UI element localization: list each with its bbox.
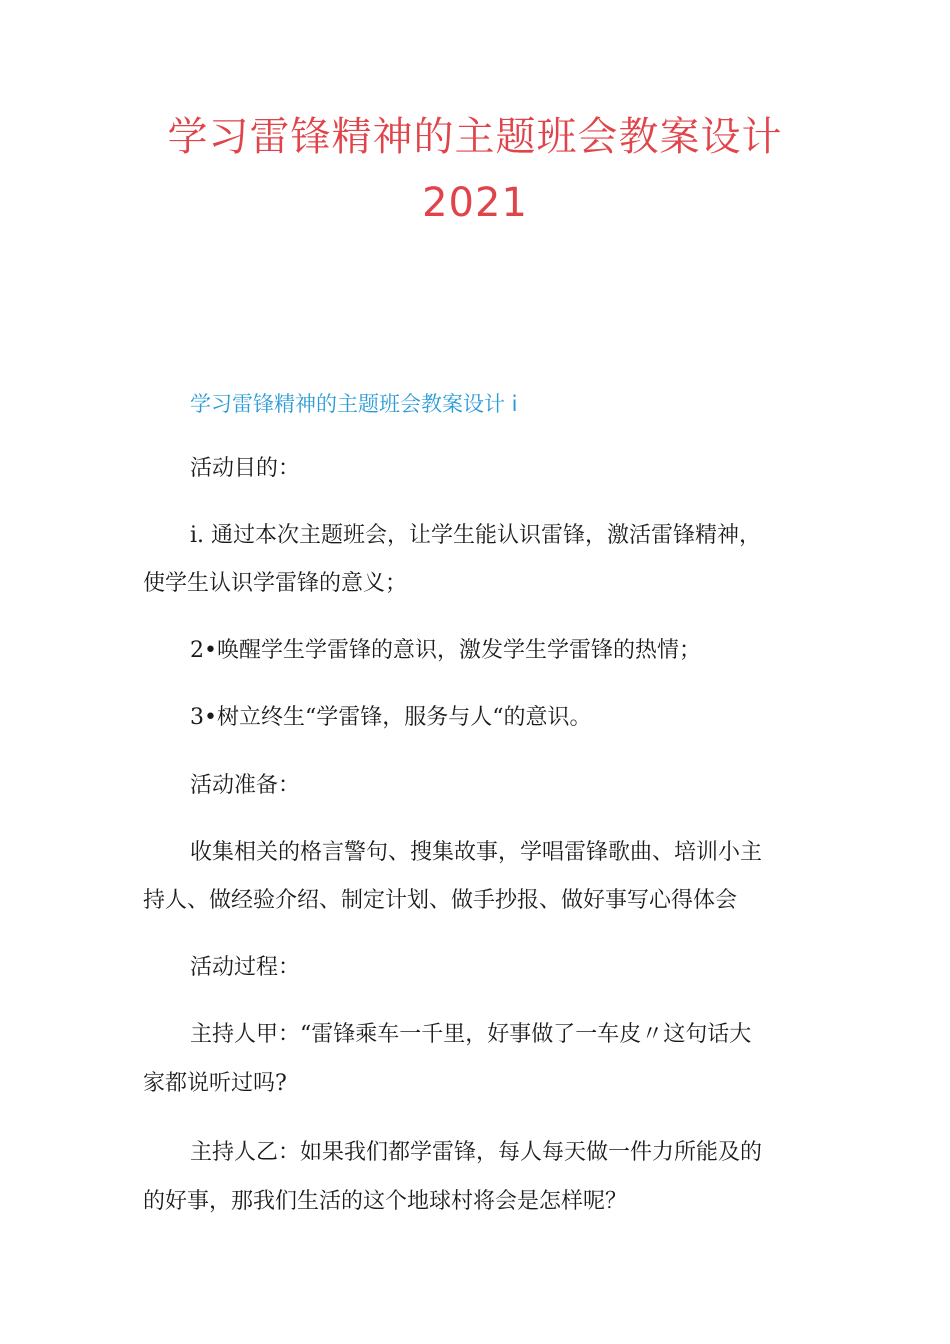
paragraph-heading-prep: 活动准备： [190,773,301,798]
document-title-line-2: 2021 [422,180,528,226]
paragraph-heading-goal: 活动目的： [190,456,301,481]
paragraph-line: 主持人乙：如果我们都学雷锋，每人每天做一件力所能及的 [190,1140,763,1165]
paragraph-line: 3•树立终生“学雷锋，服务与人“的意识。 [190,705,592,730]
paragraph-line: i. 通过本次主题班会，让学生能认识雷锋，激活雷锋精神， [190,523,762,548]
paragraph-line: 家都说听过吗? [143,1071,287,1096]
paragraph-line: 收集相关的格言警句、搜集故事，学唱雷锋歌曲、培训小主 [190,840,763,865]
paragraph-line: 2•唤醒学生学雷锋的意识，激发学生学雷锋的热情； [190,638,701,663]
document-title-line-1: 学习雷锋精神的主题班会教案设计 [167,114,783,160]
section-subtitle: 学习雷锋精神的主题班会教案设计 i [190,392,518,416]
paragraph-line: 持人、做经验介绍、制定计划、做手抄报、做好事写心得体会 [143,888,738,913]
paragraph-line: 使学生认识学雷锋的意义； [143,571,408,596]
paragraph-line: 的好事，那我们生活的这个地球村将会是怎样呢？ [143,1189,628,1214]
paragraph-heading-process: 活动过程： [190,955,301,980]
paragraph-line: 主持人甲：“雷锋乘车一千里，好事做了一车皮〃这句话大 [190,1022,752,1047]
